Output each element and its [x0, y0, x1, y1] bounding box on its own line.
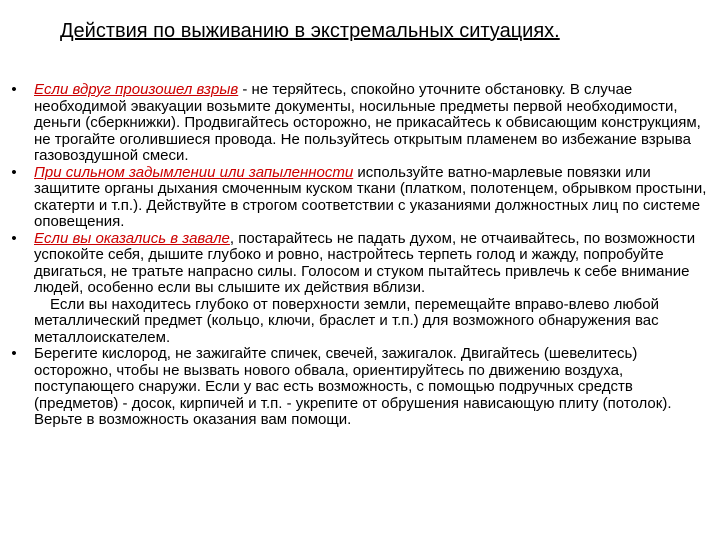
item-text-explosion: - не теряйтесь, спокойно уточните обстановку. В случае необходимой эвакуации возьмите документы, носильные предметы первой необходимости, деньги (сберкнижки). Продвигайтесь осторожно, не прикасайтесь к обвисающим конструкциям, не трогайте оголившиеся провода. Не пользуйтесь открытым пламенем во избежание взрыва газовоздушной смеси.: [34, 81, 701, 164]
slide-title: Действия по выживанию в экстремальных ситуациях.: [60, 20, 560, 42]
list-item-explosion: [8, 82, 712, 165]
bullet-icon: •: [11, 81, 17, 98]
bullet-icon: •: [11, 163, 17, 181]
bullet-icon: •: [11, 345, 17, 362]
item-text-smoke: используйте ватно-марлевые повязки или защитите органы дыхания смоченным куском ткани (платком, полотенцем, обрывком простыни, скатерти и т.п.). Действуйте в строгом соответствии с указаниями должностных лиц по системе оповещения.: [34, 163, 707, 230]
item-text-oxygen: Берегите кислород, не зажигайте спичек, свечей, зажигалок. Двигайтесь (шевелитесь) осторожно, чтобы не вызвать нового обвала, ориентируйтесь по движению воздуха, поступающего снаружи. Если у вас есть возможность, с помощью подручных средств (предметов) - досок, кирпичей и т.п. - укрепите от обрушения нависающую плиту (потолок). Верьте в возможность оказания вам помощи.: [34, 345, 672, 428]
list-item-smoke: [8, 165, 712, 231]
item-heading-explosion: Если вдруг произошел взрыв: [34, 81, 239, 98]
list-item-oxygen: [8, 346, 712, 429]
list-item-rubble-continuation: Если вы находитесь глубоко от поверхности земли, перемещайте вправо-влево любой металлический предмет (кольцо, ключи, браслет и т.п.) для возможного обнаружения вас металлоискателем.: [34, 295, 659, 346]
list-item-rubble: [8, 231, 712, 297]
bullet-icon: •: [11, 229, 17, 247]
bullet-list: [8, 82, 712, 429]
item-heading-rubble: Если вы оказались в завале: [34, 229, 230, 247]
item-heading-smoke: При сильном задымлении или запыленности: [34, 163, 354, 181]
item-text-rubble: , постарайтесь не падать духом, не отчаивайтесь, по возможности успокойте себя, дышите глубоко и ровно, настройтесь терпеть голод и жажду, попробуйте двигаться, не тратьте напрасно силы. Голосом и стуком пытайтесь привлечь к себе внимание людей, особенно если вы слышите их действия вблизи.: [34, 229, 696, 296]
